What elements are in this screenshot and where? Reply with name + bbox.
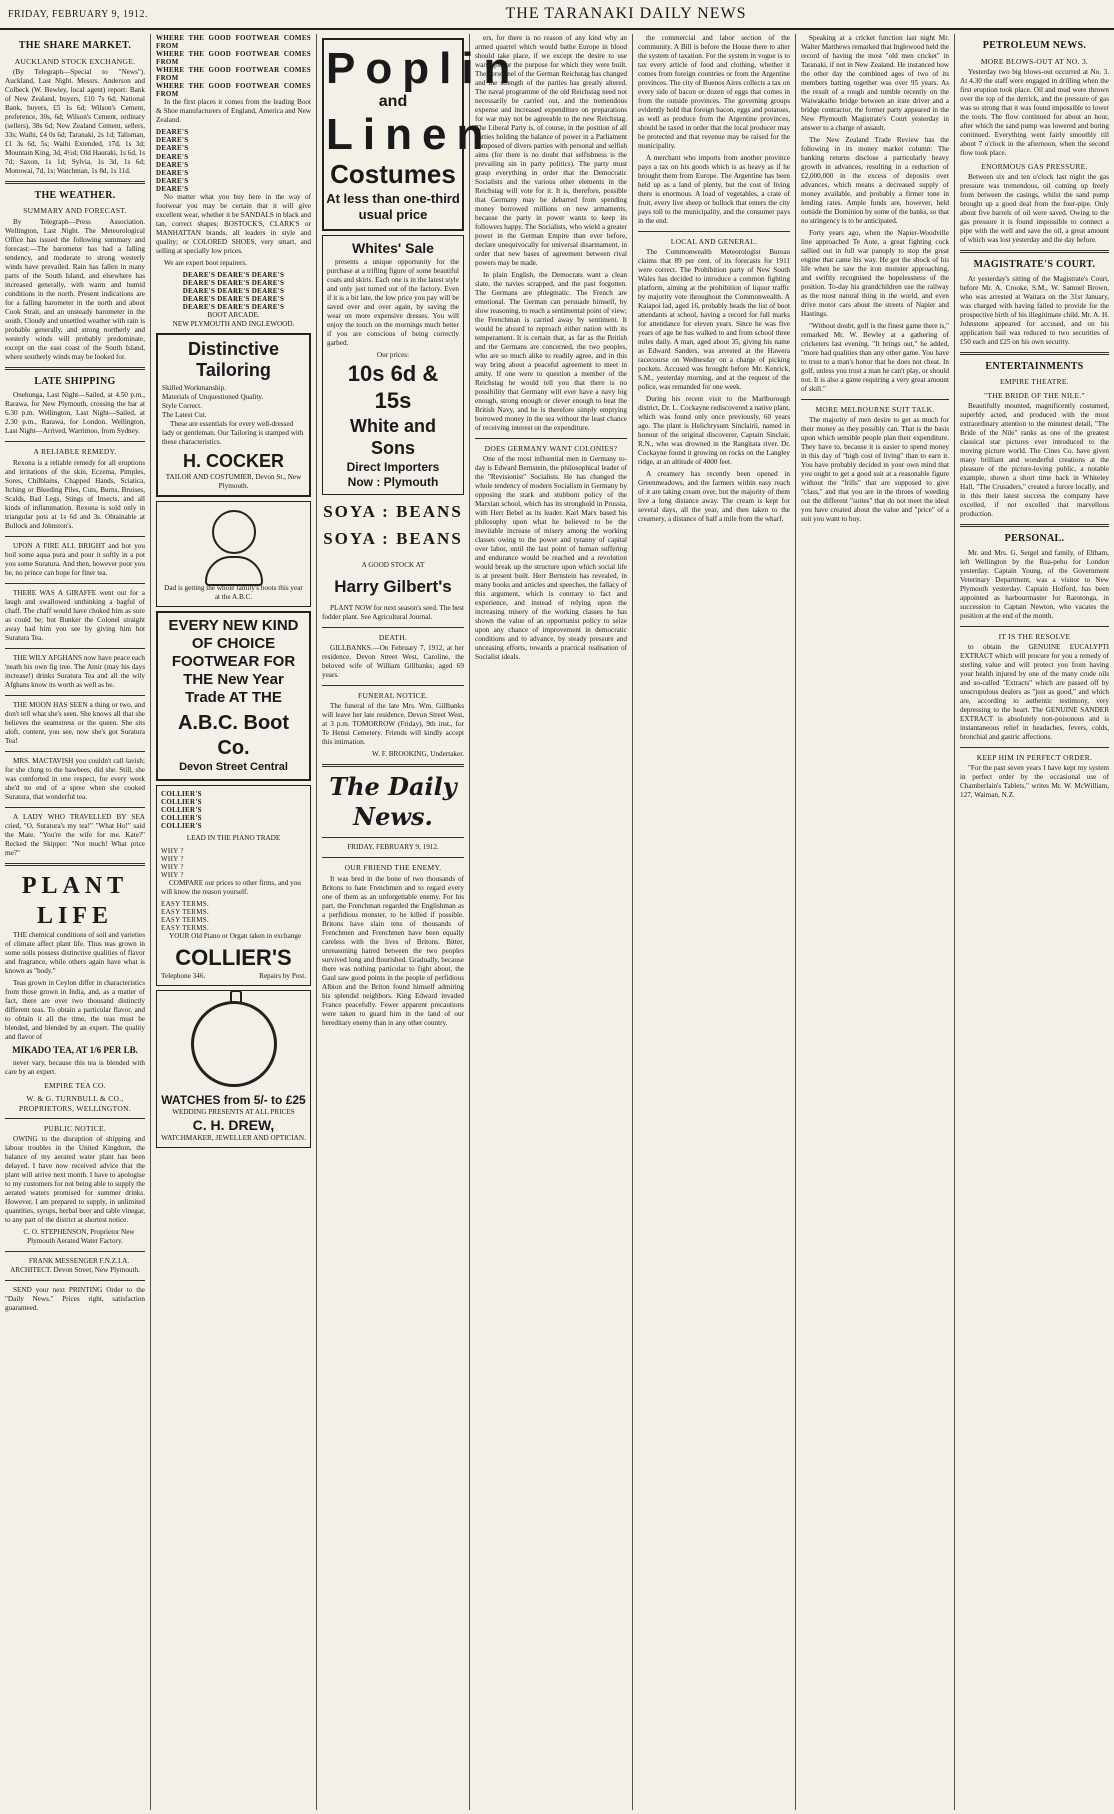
deares-line: DEARE'S xyxy=(156,168,189,177)
suratura-ad-fire: UPON A FIRE ALL BRIGHT and hot you boil some aqua pura and pour it softly in a pot you some Suratura. And then, however poor you be, no prince can hope for finer tea. xyxy=(5,541,145,577)
gas-pressure-text: Between six and ten o'clock last night the gas pressure was tremendous, oil coming up freely from between the casings, whilst the sand pump brought up a good deal from the four-pipe. Only about five barrels of oil were saved. Owing to the gas pressure it is found impossible to connect a pipe with the well and save the oil, a great amount of which was lost yesterday and the day before. xyxy=(960,173,1109,245)
local-general-text: The Commonwealth Meteorologist Bureau claims that 89 per cent. of its forecasts for 1911 were correct. The Prohibition party of New South Wales has decided to introduce a common fighting platform, aiming at the prohibition of liquor traffic by majority vote throughout the Commonwealth. A Kaiapoi lad, aged 16, probably heads the list of boot attendants at school, having a record for full marks for attendance for eleven years. Since he was five years of age he has walked to and from school three miles daily. A man, aged about 35, giving his name as Edward Sanders, was arrested at the Hawera racecourse on Wednesday on a charge of picking pockets. Accused was brought before Mr. Kenrick, S.M., yesterday morning, and at the request of the police, was remanded for one week. xyxy=(638,248,790,392)
divider xyxy=(5,863,145,866)
weather-subheading: SUMMARY AND FORECAST. xyxy=(23,206,127,216)
empire-theatre-heading: EMPIRE THEATRE. xyxy=(1000,377,1069,387)
bride-nile-text: Beautifully mounted, magnificently costumed, superbly acted, and produced with the most extraordinary attention to the minutest detail, "The Bride of the Nile" ranks as one of the greatest classical star pictures ever introduced to the moving picture world. The Cines Co. have given many brilliant and wonderful creations at the pleasure of the picture-loving public, a notable example, shown a short time back in Whiteley Hall, "The Crusaders," created a furore locally, and in this their latest success the company have excelled, if not excelled that marvellous production. xyxy=(960,402,1109,518)
abc-boot-street: Devon Street Central xyxy=(179,760,288,773)
tailoring-item: Style Correct. xyxy=(162,402,202,411)
column-7 xyxy=(955,34,1114,1810)
tailoring-heading: Distinctive Tailoring xyxy=(187,338,280,380)
perfect-order-heading: KEEP HIM IN PERFECT ORDER. xyxy=(976,752,1093,762)
why-block xyxy=(161,847,306,879)
why-line: WHY ? xyxy=(161,870,184,879)
cocker-name: H. COCKER xyxy=(182,451,284,472)
colliers-repairs: Repairs by Post. xyxy=(259,971,306,980)
divider xyxy=(960,352,1109,355)
colliers-ad xyxy=(156,785,311,986)
divider xyxy=(5,1280,145,1281)
abc-boot-name: A.B.C. Boot Co. xyxy=(177,711,290,759)
colliers-footer xyxy=(161,972,306,981)
cocker-address: TAILOR AND COSTUMIER, Devon St., New Plymouth. xyxy=(165,472,302,490)
suratura-ad-afghans: THE WILY AFGHANS now have peace each 'neath his own fig tree. The Amir (may his days increase!) drinks Suratura Tea and all the wily Afghans know its worth as well as he. xyxy=(5,653,145,689)
our-prices: Our prices: xyxy=(376,350,410,359)
easy-terms-line: EASY TERMS. xyxy=(161,924,210,933)
colliers-line: COLLIER'S xyxy=(161,797,202,806)
gas-pressure-heading: ENORMOUS GAS PRESSURE. xyxy=(981,161,1088,171)
funeral-heading: FUNERAL NOTICE. xyxy=(357,691,429,700)
germany-colonies-text: One of the most influential men in Germany to-day is Edward Bernstein, the philosophical leader of the "Revisionist" Socialists. He has changed the whole tendency of modern Socialism in Germany by opposing the stark and stubborn policy of the Marxian school, which has its stronghold in Prussia, with Herr Bebel as its leader. Karl Marx based his philosophy upon what he believed to be the inevitable increase of misery among the working classes owing to the power and tyranny of capital over labor, until the last point of human suffering and endurance would be reached and a revolution would break up the structure upon which social life is at present built. Herr Bernstein has revealed, in many books and articles and speeches, the fallacy of this argument, which is contrary to fact and experience, and instead of relying upon the increasing misery of the working classes he has shown the value of an opportunist policy to seize upon any chance of improvement in democratic conditions and to advance, by steady pressure and unceasing efforts, towards a practical realisation of Socialist ideals. xyxy=(475,455,627,662)
divider xyxy=(322,764,464,767)
resolve-heading: IT IS THE RESOLVE xyxy=(998,631,1071,641)
public-notice-signature: C. O. STEPHENSON, Proprietor New Plymouth Aerated Water Factory. xyxy=(23,1228,135,1246)
death-heading: DEATH. xyxy=(378,632,408,642)
divider xyxy=(5,441,145,442)
piano-trade: LEAD IN THE PIANO TRADE xyxy=(186,833,281,842)
colliers-line: COLLIER'S xyxy=(161,813,202,822)
tailoring-item: The Latest Cut. xyxy=(162,411,207,420)
blows-out-text: Yesterday two big blows-out occurred at No. 3. At 4.30 the staff were engaged in drilling when the first eruption took place. Oil and mud were thrown over the top of the derrick, and the pressure of gas was so strong that it was found impossible to lower the tools. The flow continued for about an hour, after which the sand pump was lowered and boring continued. Everything went fairly smoothly till about 7 o'clock in the afternoon, when the second flow took place. xyxy=(960,67,1109,157)
divider xyxy=(5,367,145,370)
plant-life-heading: PLANT LIFE xyxy=(21,872,129,929)
divider xyxy=(5,1251,145,1252)
drew-trade: WATCHMAKER, JEWELLER AND OPTICIAN. xyxy=(161,1134,306,1143)
deares-grid-row: DEARE'S DEARE'S DEARE'S xyxy=(182,270,285,279)
white-and-sons: White and Sons xyxy=(350,415,436,459)
boot-arcade: BOOT ARCADE. xyxy=(207,310,260,319)
remedy-text: Rexona is a reliable remedy for all eruptions and irritations of the skin, Eczema, Pimples, Sores, Chilblains, Chapped Hands, Sciatica, Itching or Bleeding Piles, Cuts, Burns, Bruises, Scalds, Bad Legs, Stings of Insects, and all kinds of inflammation. Rexona is sold only in triangular pots at 1s 6d and 3s. Obtainable at Bullock and Johnston's. xyxy=(5,458,145,530)
divider xyxy=(5,751,145,752)
footwear-line: WHERE THE GOOD FOOTWEAR COMES FROM xyxy=(156,66,311,83)
divider xyxy=(5,695,145,696)
petroleum-heading: PETROLEUM NEWS. xyxy=(982,40,1087,51)
wedding-presents: WEDDING PRESENTS AT ALL PRICES xyxy=(172,1107,295,1116)
deares-line: DEARE'S xyxy=(156,152,189,161)
plant-now-text: PLANT NOW for next season's seed. The best fodder plant. See Agricultural Journal. xyxy=(322,603,464,621)
colliers-name: COLLIER'S xyxy=(175,945,292,971)
easy-terms-line: EASY TERMS. xyxy=(161,908,210,917)
why-line: WHY ? xyxy=(161,846,184,855)
editorial-continued-1: ers, for there is no reason of any kind why an armed quarrel which would bathe Europe in blood should take place, if we except the desire to use warships for the purpose for which they were built. The personnel of the German Reichstag has changed and the strength of the parties has greatly altered. The naval programme of the old Reichstag need not necessarily be carried out, and the tremendous expense and increased expenditure on preparations for war may not be agreeable to the new Reichstag. The Liberal Party is, of course, in the position of all parties holding the balance of power in a Parliament composed of divers parties with personal and selfish aims (for there is no doubt that selfishness is the prevailing sin in party politics). The party must grasp everything in order that the Democratic Socialists and the various other elements in the Reichstag will vote for it. It is, therefore, possible that Germany may be debarred from spending money borrowed millions on new armaments, because the party in power wants to keep its followers happy. The Socialists, who wield a greater power in the German Empire than ever before, declare unequivocally for universal disarmament, in order that new bases of agreement between rival powers may be made. xyxy=(475,34,627,267)
fighting-cock-text: Forty years ago, when the Napier-Woodville line approached Te Aute, a great fighting cock sallied out in full war panoply to stop the great engine that came his way. He got the shock of his life when he saw the iron monster approaching, and swiftly recognised the hopelessness of the position. To-day his grandchildren use the railway as the most natural thing in the world, and even drive motor cars about the streets of Napier and Hastings. xyxy=(801,229,949,318)
deares-grid-row: DEARE'S DEARE'S DEARE'S xyxy=(182,278,285,287)
footwear-line: WHERE THE GOOD FOOTWEAR COMES FROM xyxy=(156,82,311,99)
deares-line: DEARE'S xyxy=(156,144,189,153)
deares-grid xyxy=(156,271,311,311)
footwear-line: WHERE THE GOOD FOOTWEAR COMES FROM xyxy=(156,50,311,67)
empire-tea-proprietors: W. & G. TURNBULL & CO., PROPRIETORS, WELLINGTON. xyxy=(19,1094,131,1113)
now-plymouth: Now : Plymouth xyxy=(347,474,439,489)
poplin-linen-ad xyxy=(322,38,521,231)
colliers-telephone: Telephone 346. xyxy=(161,971,206,980)
deares-grid-row: DEARE'S DEARE'S DEARE'S xyxy=(182,302,285,311)
masthead xyxy=(0,0,1114,30)
soya-beans-line: SOYA : BEANS xyxy=(323,501,463,521)
weather-text: By Telegraph—Press Association. Wellington, Last Night. The Meteorological Office has issued the following summary and forecast:—The barometer has had a falling tendency, and moderate to strong westerly winds have prevailed. Rain has fallen in many parts of the South Island, and elsewhere has increased generally, with warm and humid conditions in the north. Present indications are for a falling barometer in the north and about Cook Strait, and an unsteady barometer in the south. Cloudy and unsettled weather with rain is probable generally, and strong northerly and westerly winds will probably predominate, except on the east coast of the South Island, where southerly winds may be looked for. xyxy=(5,217,145,361)
drew-name: C. H. DREW, xyxy=(192,1116,275,1133)
friend-enemy-text: It was bred in the bone of two thousands of Britons to hate Frenchmen and to regard every one of them as an unforgettable enemy. For his part, the Frenchman regarded the Englishman as a perfidious monster, to be killed if possible. Britons have slain tens of thousands of Frenchmen and Frenchmen have been equally careless with the lives of Britons. Bitter, unreasoning hatred between the two peoples survived long and flourished. Gradually, because there was nothing particular to fight about, the Gaul saw good points in the people of perfidious Albion and the Briton found himself admiring his splendid neighbors. King Edward invaded France peacefully. Fewer apparent precautions were taken to guard him in the land of our hereditary enemy than in any other country. xyxy=(322,874,464,1027)
shipping-heading: LATE SHIPPING xyxy=(34,375,116,387)
germany-colonies-heading: DOES GERMANY WANT COLONIES? xyxy=(484,444,618,453)
column-6 xyxy=(796,34,954,1810)
divider xyxy=(5,181,145,184)
share-market-heading: THE SHARE MARKET. xyxy=(18,40,132,51)
less-than-third: At less than one-third usual price xyxy=(326,190,460,223)
golf-text: "Without doubt, golf is the finest game there is," remarked Mr. W. Bewley at a gathering of cricketers last evening. "It brings out," he added, "more bad qualities than any other game. You have to trust to a man's honor that he does not cheat. In golf, unless you trust a man he can't play, or should not. It is also a game requiring a very great amount of skill." xyxy=(801,322,949,393)
soya-beans-line: SOYA : BEANS xyxy=(323,529,463,549)
abc-boot-ad xyxy=(156,611,311,781)
easy-terms-block xyxy=(161,900,306,932)
divider xyxy=(960,626,1109,627)
divider xyxy=(960,524,1109,527)
melbourne-suit-text: The majority of men desire to get as much for their money as they possibly can. That is the basis upon which sensible people plan their expenditure. They have to, because it is easier to spend money in this day of "high cost of living" than to earn it. You have probably decided in your own mind that you ought to get a good suit at a reasonable figure without the "frills" that are supposed to give "class," and that you are in the throes of weeding out the different "suites" that do not meet the ideal you have created about the value and "price" of a suit you want to buy. xyxy=(801,416,949,524)
watches-price: WATCHES from 5/- to £25 xyxy=(161,1092,306,1107)
deares-line: DEARE'S xyxy=(156,128,189,137)
divider xyxy=(5,648,145,649)
divider xyxy=(475,438,627,439)
undertaker: W. F. BROOKING, Undertaker. xyxy=(372,750,464,759)
easy-terms-line: EASY TERMS. xyxy=(161,900,210,909)
colliers-repeat-block xyxy=(161,790,306,830)
divider xyxy=(960,250,1109,253)
tailoring-text: These are essentials for every well-dressed lady or gentleman. Our Tailoring is stamped with these characteristics. xyxy=(162,420,304,447)
tailoring-item: Materials of Unquestioned Quality. xyxy=(162,393,264,402)
personal-text: Mr. and Mrs. G. Sergel and family, of Eltham, left Wellington by the Rua-pehu for London yesterday. Captain Young, of the Government Veterinary Department, was a visitor to New Plymouth yesterday. Captain Holford, has been appointed as harbourmaster for Rarotonga, in succession to Captain Newton, who vacates the position at the end of the month. xyxy=(960,548,1109,620)
printing-ad: SEND your next PRINTING Order to the "Daily News." Prices right, satisfaction guaranteed. xyxy=(5,1286,145,1313)
easy-terms-line: EASY TERMS. xyxy=(161,916,210,925)
deares-grid-row: DEARE'S DEARE'S DEARE'S xyxy=(182,286,285,295)
divider xyxy=(638,231,790,232)
deares-line: DEARE'S xyxy=(156,136,189,145)
perfect-order-text: "For the past seven years I have kept my system in perfect order by the occasional use of Chamberlain's Tablets," writes Mr. W. McWilliam, 127, Waiman, N.Z. xyxy=(960,764,1109,800)
editorial-continued-2: In plain English, the Democrats want a clean slate, the navies scrapped, and the past forgotten. The Germans are phlegmatic. The French are emotional. The German can persuade himself, by slow reasoning, to reach a sentimental point of view; the Frenchman is carried away by sentiment. It would be absurd to reproach either nation with its temperament. It is certain that, as far as the British and the Germans are concerned, the two peoples, who are so much alike to readily agree, and in this way bring about a peaceful agreement to meet in amity. If one were to question a member of the Reichstag he would tell you that there is no possibility that Germany will ever have a navy big enough, strong enough or clever enough to beat the British Navy, and he is therefore simply emptying borrowed money in the sea without the least chance of receiving interest on the expenditure. xyxy=(475,271,627,432)
tea-text: Teas grown in Ceylon differ in characteristics from those grown in India, and, as a matter of fact, there are over two thousand distinctly different teas. To obtain a particular flavor, and to obtain it all the time, the teas must be blended, and blended by an expert. The quality and flavor of xyxy=(5,978,145,1041)
soya-ad xyxy=(322,501,464,598)
whites-sale-text: presents a unique opportunity for the purchase at a trifling figure of some beautiful coats and skirts. Each one is in the latest style and only just turned out of the factory. Even if it is a bit late, the low price you pay will be saved over and over again, by saving the wear on more expensive dresses. You will enjoy the touch on the mornings much better if you are conscious of being correctly garbed. xyxy=(327,257,459,347)
whites-sale-heading: Whites' Sale xyxy=(352,240,434,257)
divider xyxy=(5,807,145,808)
footwear-line: WHERE THE GOOD FOOTWEAR COMES FROM xyxy=(156,34,311,51)
divider xyxy=(5,536,145,537)
magistrates-court-heading: MAGISTRATE'S COURT. xyxy=(973,259,1096,271)
why-line: WHY ? xyxy=(161,862,184,871)
death-text: GILLBANKS.—On February 7, 1912, at her residence, Devon Street West, Caroline, the beloved wife of William Gillbanks; aged 69 years. xyxy=(322,644,464,679)
deares-line: DEARE'S xyxy=(156,160,189,169)
boot-arcade-towns: NEW PLYMOUTH AND INGLEWOOD. xyxy=(172,319,295,328)
weather-heading: THE WEATHER. xyxy=(34,189,116,201)
local-general-heading: LOCAL AND GENERAL. xyxy=(670,237,758,246)
local-general-text-2: During his recent visit to the Marlborough district, Dr. L. Cockayne rediscovered a native plant, which was found only once previously, 60 years ago. The plant is Helichrysum Sinclairii, named in honour of the original discoverer, Captain Sinclair, R.N., who was drowned in the Rangitata river. Dr. Cockayne found it growing on rocks on the Langley ridge, at an altitude of 4000 feet. xyxy=(638,395,790,467)
divider xyxy=(960,747,1109,748)
remedy-heading: A RELIABLE REMEDY. xyxy=(33,447,117,457)
suratura-ad-moon: THE MOON HAS SEEN a thing or two, and don't tell what she's seen. She knows all that she believes the seamstress or the queen. She sits aloft, content, you see, now she's got Suratura Tea! xyxy=(5,700,145,745)
empire-tea-heading: EMPIRE TEA CO. xyxy=(44,1080,106,1090)
plant-life-text: THE chemical conditions of soil and varieties of climate affect plant life. Thus teas grown in some soils possess distinctive qualities of flavor and fragrance, while others again have what is known as "body." xyxy=(5,930,145,975)
argentine-text-2: A merchant who imports from another province pays a tax on his goods which is as heavy as if he brought them from Europe. The Argentine has been held up as a land of plenty, but the cost of living there is enormous. A load of vegetables, a crate of fruit, every live sheep or bullock that enters the city pays toll to the municipality, and the consumer pays in the end. xyxy=(638,154,790,225)
why-line: WHY ? xyxy=(161,854,184,863)
column-3 xyxy=(317,34,521,1810)
column-1 xyxy=(0,34,150,1810)
poplin-heading: Poplin xyxy=(326,44,521,93)
abc-family-text: Dad is getting the whole family's boots this year at the A.B.C. xyxy=(164,583,303,601)
trade-review-text: The New Zealand Trade Review has the following in its money market column: The banking returns disclose a particularly heavy growth in advances, resulting in a reduction of £2,000,000 in the excess of deposits over advances, which means a decreased supply of money available, and probably a firmer tone in lending rates. Ample funds are, however, held outside the Dominion by some of the banks, so that no stringency is to be anticipated. xyxy=(801,136,949,225)
architect-ad: FRANK MESSENGER F.N.Z.I.A. ARCHITECT. Devon Street, New Plymouth. xyxy=(10,1257,140,1275)
entertainments-heading: ENTERTAINMENTS xyxy=(985,360,1084,372)
tailoring-item: Skilled Workmanship. xyxy=(162,384,226,393)
column-2 xyxy=(151,34,316,1810)
issue-date: FRIDAY, FEBRUARY 9, 1912. xyxy=(8,8,148,20)
public-notice-text: OWING to the disruption of shipping and labour troubles in the United Kingdom, the balance of my aerated water plant has been delayed. I have now received advice that the plant will arrive next month. I have to apologise to my customers for not being able to supply the aerated waters promised for summer drinks. However, I am prepared to supply, in unlimited quantities, syrups, herbal beer and table vinegar, to any part of the district at shortest notice. xyxy=(5,1135,145,1225)
suratura-ad-mactavish: MRS. MACTAVISH you couldn't call lavish; for she clung to the bawbees, did she. Still, she was comforted in one respect, for every week she'd no end of a spree when she cooked Suratura, that wonderful tea. xyxy=(5,756,145,801)
harry-gilbert: Harry Gilbert's xyxy=(334,577,452,597)
whites-sale-ad xyxy=(322,235,464,495)
divider xyxy=(5,1118,145,1119)
good-stock: A GOOD STOCK AT xyxy=(361,561,425,570)
colliers-line: COLLIER'S xyxy=(161,789,202,798)
daily-news-title: The Daily News. xyxy=(329,772,457,832)
blows-out-heading: MORE BLOWS-OUT AT NO. 3. xyxy=(980,56,1089,66)
child-illustration xyxy=(204,510,264,580)
melbourne-suit-heading: MORE MELBOURNE SUIT TALK. xyxy=(815,405,935,414)
creamery-text: A creamery has recently been opened in Greenmeadows, and the farmers within easy reach of it are taking cream over, but the majority of them live a long distance away. The cream is kept for several days, all the year, and then taken to the creamery, a distance of half a mile from the wharf. xyxy=(638,470,790,524)
mikado-text: never vary, because this tea is blended with care by an expert. xyxy=(5,1058,145,1076)
footwear-intro: In the first places it comes from the leading Boot & Shoe manufacturers of England, America and New Zealand. xyxy=(156,98,311,125)
funeral-text: The funeral of the late Mrs. Wm. Gillbanks will leave her late residence, Devon Street West, at 3 p.m. TOMORROW (Friday), 9th inst., for Te Henui Cemetery. Friends will kindly accept this intimation. xyxy=(322,702,464,747)
organ-exchange: YOUR Old Piano or Organ taken in exchange xyxy=(169,932,302,941)
deares-grid-row: DEARE'S DEARE'S DEARE'S xyxy=(182,294,285,303)
direct-importers: Direct Importers xyxy=(346,459,440,474)
cricket-text: Speaking at a cricket function last night Mr. Walter Matthews remarked that Inglewood held the record of having the most "old men cricket" in Taranaki, if not in New Zealand. He instanced how the other day the combined ages of two of its members batting together was over 95 years. As the result of a rough and tumble recently on the Waiwakaiho bridge between an irate driver and a bridge contractor, the former party appeared in the New Plymouth Magistrate's Court yesterday in answer to a charge of assault. xyxy=(801,34,949,132)
mikado-tea-price: MIKADO TEA, AT 1/6 PER LB. xyxy=(12,1044,138,1055)
public-notice-heading: PUBLIC NOTICE. xyxy=(43,1124,107,1133)
and-word: and xyxy=(378,93,408,111)
tailoring-ad xyxy=(156,333,311,497)
personal-heading: PERSONAL. xyxy=(1004,533,1065,544)
divider xyxy=(801,399,949,400)
drew-watch-ad xyxy=(156,990,311,1149)
resolve-text: to obtain the GENUINE EUCALYPTI EXTRACT which will procure for you a remedy of sterling value and will protect you from having your health injured by one of the many crude oils and so-called "Extracts" which are passed off by unscrupulous dealers as "just as good," and which are, according to authentic testimony, very depressing to the heart. The GENUINE SANDER EXTRACT is absolutely non-poisonous and is instantaneous relief in headaches, fevers, colds, bronchial and gastric affections. xyxy=(960,642,1109,741)
colliers-line: COLLIER'S xyxy=(161,821,202,830)
share-market-text: (By Telegraph—Special to "News"). Auckland, Last Night. Messrs. Anderson and Colbeck (W. Bewley, local agent) report: Bank of New Zealand, buyers, £10 7s 6d; National Bank, buyers, £5 1s 6d; Wilson's Cement, preference, 30s, 6d; Wilson's Cement, ordinary (sellers), 38s 6d; New Zealand Cement, sellers, 33s; Waihi, £4 0s 6d; Taranaki, 2s 1d; Talisman, £1 3s 6d, 5s; Waihi Extended, 17d, 1s 3d; Mountain King, 3d, 4½d; Old Hauraki, 1s 6d, 1s 7d; Saxon, 1s 1d; Sylvia, 1s 3d, 1s 6d; Monowai, 7d, 1s; Watchman, 1s 8d, 1s 11d. xyxy=(5,67,145,175)
abc-family-ad xyxy=(156,501,311,607)
column-5 xyxy=(633,34,795,1810)
argentine-text-1: the commercial and labor section of the community. A Bill is before the House there to alter the system of taxation. For the system in vogue is to tax every article of food and clothing, whether it comes from foreign countries or from the Argentine provinces. The city of Buenos Aires collects a tax on every side of bacon or dozen of eggs that comes in from the outside provinces. The governing groups evidently hold that foreign bacon, eggs and potatoes, as well as produce from the Argentine provinces, should be taxed in order that the local producer may be protected and that revenue may be raised for the municipality. xyxy=(638,34,790,150)
deares-repeat-block xyxy=(156,128,311,192)
deares-line: DEARE'S xyxy=(156,184,189,193)
divider xyxy=(322,857,464,858)
deares-line: DEARE'S xyxy=(156,176,189,185)
bride-nile-heading: "THE BRIDE OF THE NILE." xyxy=(984,390,1085,400)
share-market-subheading: AUCKLAND STOCK EXCHANGE. xyxy=(14,56,136,66)
boot-repairers: We are expert boot repairers. xyxy=(164,258,248,267)
divider xyxy=(5,583,145,584)
magistrates-court-text: At yesterday's sitting of the Magistrate's Court, before Mr. A. Crooke, S.M., W. Samuel Brown, who was arrested at Waitara on the 31st January, was charged with having failed to provide for the prospective birth of his illegitimate child. Mr. A. H. Johnstone appeared for accused, and on his application bail was reduced to two securities of £50 each and £25 on his own security. xyxy=(960,274,1109,346)
pocket-watch-icon xyxy=(191,1001,277,1087)
column-4 xyxy=(470,34,632,1810)
suratura-ad-giraffe: THERE WAS A GIRAFFE went out for a laugh and swallowed unthinking a bagful of chaff. The chaff would have choked him as sure as could be; but Bunker the Colonel straight away had him you see by giving him hot Suratura Tea. xyxy=(5,588,145,642)
divider xyxy=(322,685,464,686)
colliers-line: COLLIER'S xyxy=(161,805,202,814)
friend-enemy-heading: OUR FRIEND THE ENEMY. xyxy=(344,863,442,873)
sale-price: 10s 6d & 15s xyxy=(347,360,439,414)
editorial-date: FRIDAY, FEBRUARY 9, 1912. xyxy=(347,843,439,852)
footwear-body: No matter what you buy here in the way of footwear you may be certain that it will give excellent wear, whether it be SANDALS in black and tan, correct shapes; BOSTOCK'S, CLARK'S or MANHATTAN brands, all leaders in style and quality; or COLORED SHOES, very smart, and selling at specially low prices. xyxy=(156,192,311,255)
divider xyxy=(322,837,464,838)
compare-prices: COMPARE our prices to other firms, and you will know the reason yourself. xyxy=(161,879,301,897)
linen-heading: Linen xyxy=(326,110,494,160)
newspaper-title: THE TARANAKI DAILY NEWS xyxy=(505,5,747,22)
suratura-ad-lady: A LADY WHO TRAVELLED BY SEA cried, "O, Suratura's my tea!" "What Ho!" said the Mate. "You're the wife for me. Kate?" Recked the Skipper: "Not much! What price me?" xyxy=(5,812,145,857)
divider xyxy=(322,627,464,628)
footwear-repeat-block xyxy=(156,34,311,98)
every-new-kind: EVERY NEW KIND OF CHOICE FOOTWEAR FOR THE New Year Trade AT THE xyxy=(168,616,299,706)
shipping-text: Onehunga, Last Night—Sailed, at 4.50 p.m., Rarawa, for New Plymouth, crossing the bar at 6.30 p.m. Wellington, Last Night—Sailed, at 2.30 p.m., Rarawa, for London. Wellington, Last Night—Arrived, Warrimoo, from Sydney. xyxy=(5,391,145,436)
tailoring-list xyxy=(162,384,305,420)
costumes-heading: Costumes xyxy=(330,159,456,190)
